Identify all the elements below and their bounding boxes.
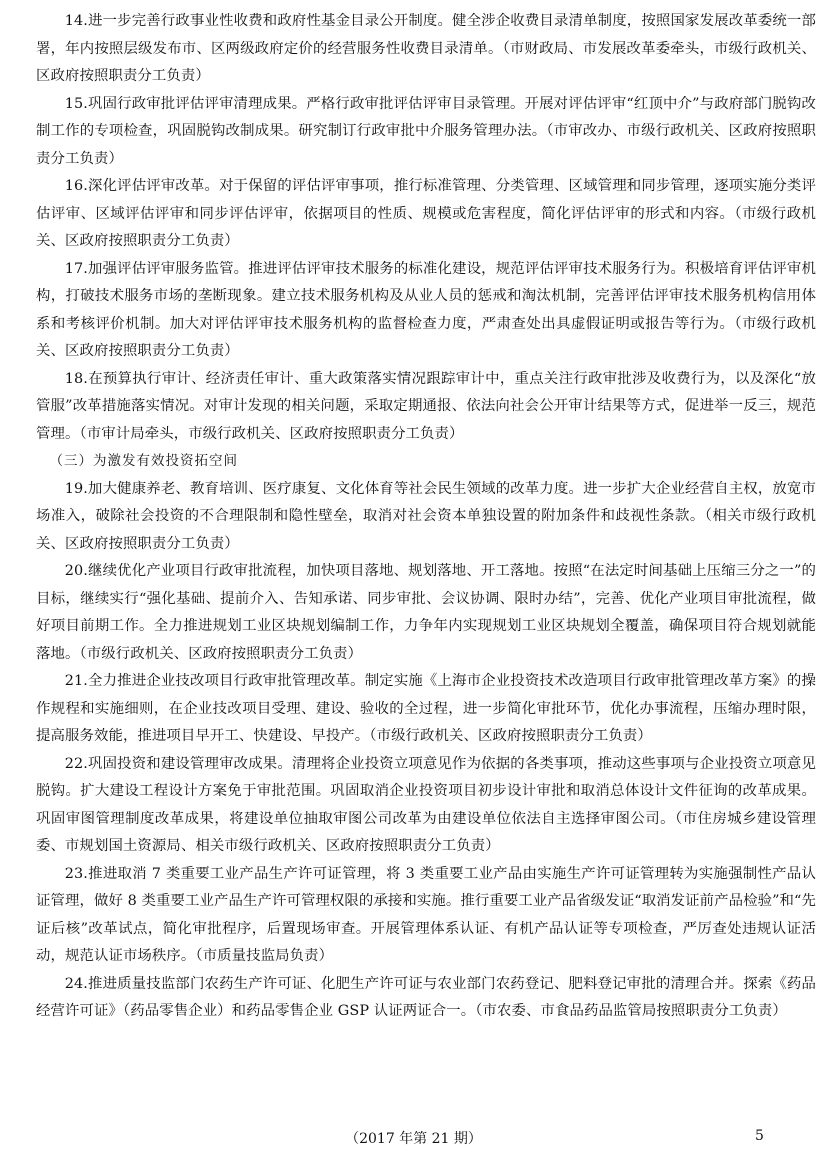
- paragraph-20: 20.继续优化产业项目行政审批流程，加快项目落地、规划落地、开工落地。按照“在法定时间基础上压缩三分之一”的目标，继续实行“强化基础、提前介入、告知承诺、同步审批、会议协调、限时办结”，完善、优化产业项目审批流程，做好项目前期工作。全力推进规划工业区块规划编制工作，力争年内实现规划工业区块规划全覆盖，确保项目符合规划就能落地。（市级行政机关、区政府按照职责分工负责）: [36, 563, 816, 662]
- paragraph-23: 23.推进取消 7 类重要工业产品生产许可证管理，将 3 类重要工业产品由实施生产许可证管理转为实施强制性产品认证管理，做好 8 类重要工业产品生产许可管理权限的承接和实施。推行重要工业产品省级发证“取消发证前产品检验”和“先证后核”改革试点，简化审批程序，后置现场审查。开展管理体系认证、有机产品认证等专项检查，严厉查处违规认证活动，规范认证市场秩序。（市质量技监局负责）: [36, 865, 817, 964]
- document-body: [36, 8, 816, 1026]
- page-number: 5: [755, 1128, 764, 1144]
- paragraph-14: 14.进一步完善行政事业性收费和政府性基金目录公开制度。健全涉企收费目录清单制度，按照国家发展改革委统一部署，年内按照层级发布市、区两级政府定价的经营服务性收费目录清单。（市财政局、市发展改革委牵头，市级行政机关、区政府按照职责分工负责）: [36, 13, 816, 84]
- paragraph-17: 17.加强评估评审服务监管。推进评估评审技术服务的标准化建设，规范评估评审技术服务行为。积极培育评估评审机构，打破技术服务市场的垄断现象。建立技术服务机构及从业人员的惩戒和淘汰机制，完善评估评审技术服务机构信用体系和考核评价机制。加大对评估评审技术服务机构的监督检查力度，严肃查处出具虚假证明或报告等行为。（市级行政机关、区政府按照职责分工负责）: [36, 260, 816, 359]
- paragraph-18: 18.在预算执行审计、经济责任审计、重大政策落实情况跟踪审计中，重点关注行政审批涉及收费行为，以及深化“放管服”改革措施落实情况。对审计发现的相关问题，采取定期通报、依法向社会公开审计结果等方式，促进举一反三，规范管理。（市审计局牵头，市级行政机关、区政府按照职责分工负责）: [36, 370, 816, 442]
- section-heading-3: （三）为激发有效投资拓空间: [49, 453, 238, 469]
- paragraph-19: 19.加大健康养老、教育培训、医疗康复、文化体育等社会民生领域的改革力度。进一步扩大企业经营自主权，放宽市场准入，破除社会投资的不合理限制和隐性壁垒，取消对社会资本单独设置的附加条件和歧视性条款。（相关市级行政机关、区政府按照职责分工负责）: [36, 480, 816, 552]
- page-footer: [0, 1128, 827, 1152]
- issue-label: （2017 年第 21 期）: [345, 1131, 482, 1147]
- paragraph-22: 22.巩固投资和建设管理审改成果。清理将企业投资立项意见作为依据的各类事项，推动这些事项与企业投资立项意见脱钩。扩大建设工程设计方案免于审批范围。巩固取消企业投资项目初步设计审批和取消总体设计文件征询的改革成果。巩固审图管理制度改革成果，将建设单位抽取审图公司改革为由建设单位依法自主选择审图公司。（市住房城乡建设管理委、市规划国土资源局、相关市级行政机关、区政府按照职责分工负责）: [36, 755, 816, 854]
- paragraph-15: 15.巩固行政审批评估评审清理成果。严格行政审批评估评审目录管理。开展对评估评审“红顶中介”与政府部门脱钩改制工作的专项检查，巩固脱钩改制成果。研究制订行政审批中介服务管理办法。（市审改办、市级行政机关、区政府按照职责分工负责）: [36, 95, 816, 167]
- paragraph-24: 24.推进质量技监部门农药生产许可证、化肥生产许可证与农业部门农药登记、肥料登记审批的清理合并。探索《药品经营许可证》（药品零售企业）和药品零售企业 GSP 认证两证合一。（市农委、市食品药品监管局按照职责分工负责）: [36, 975, 816, 1019]
- paragraph-21: 21.全力推进企业技改项目行政审批管理改革。制定实施《上海市企业投资技术改造项目行政审批管理改革方案》的操作规程和实施细则，在企业技改项目受理、建设、验收的全过程，进一步简化审批环节，优化办事流程，压缩办理时限，提高服务效能，推进项目早开工、快建设、早投产。（市级行政机关、区政府按照职责分工负责）: [36, 673, 816, 744]
- paragraph-16: 16.深化评估评审改革。对于保留的评估评审事项，推行标准管理、分类管理、区域管理和同步管理，逐项实施分类评估评审、区域评估评审和同步评估评审，依据项目的性质、规模或危害程度，简化评估评审的形式和内容。（市级行政机关、区政府按照职责分工负责）: [36, 178, 816, 249]
